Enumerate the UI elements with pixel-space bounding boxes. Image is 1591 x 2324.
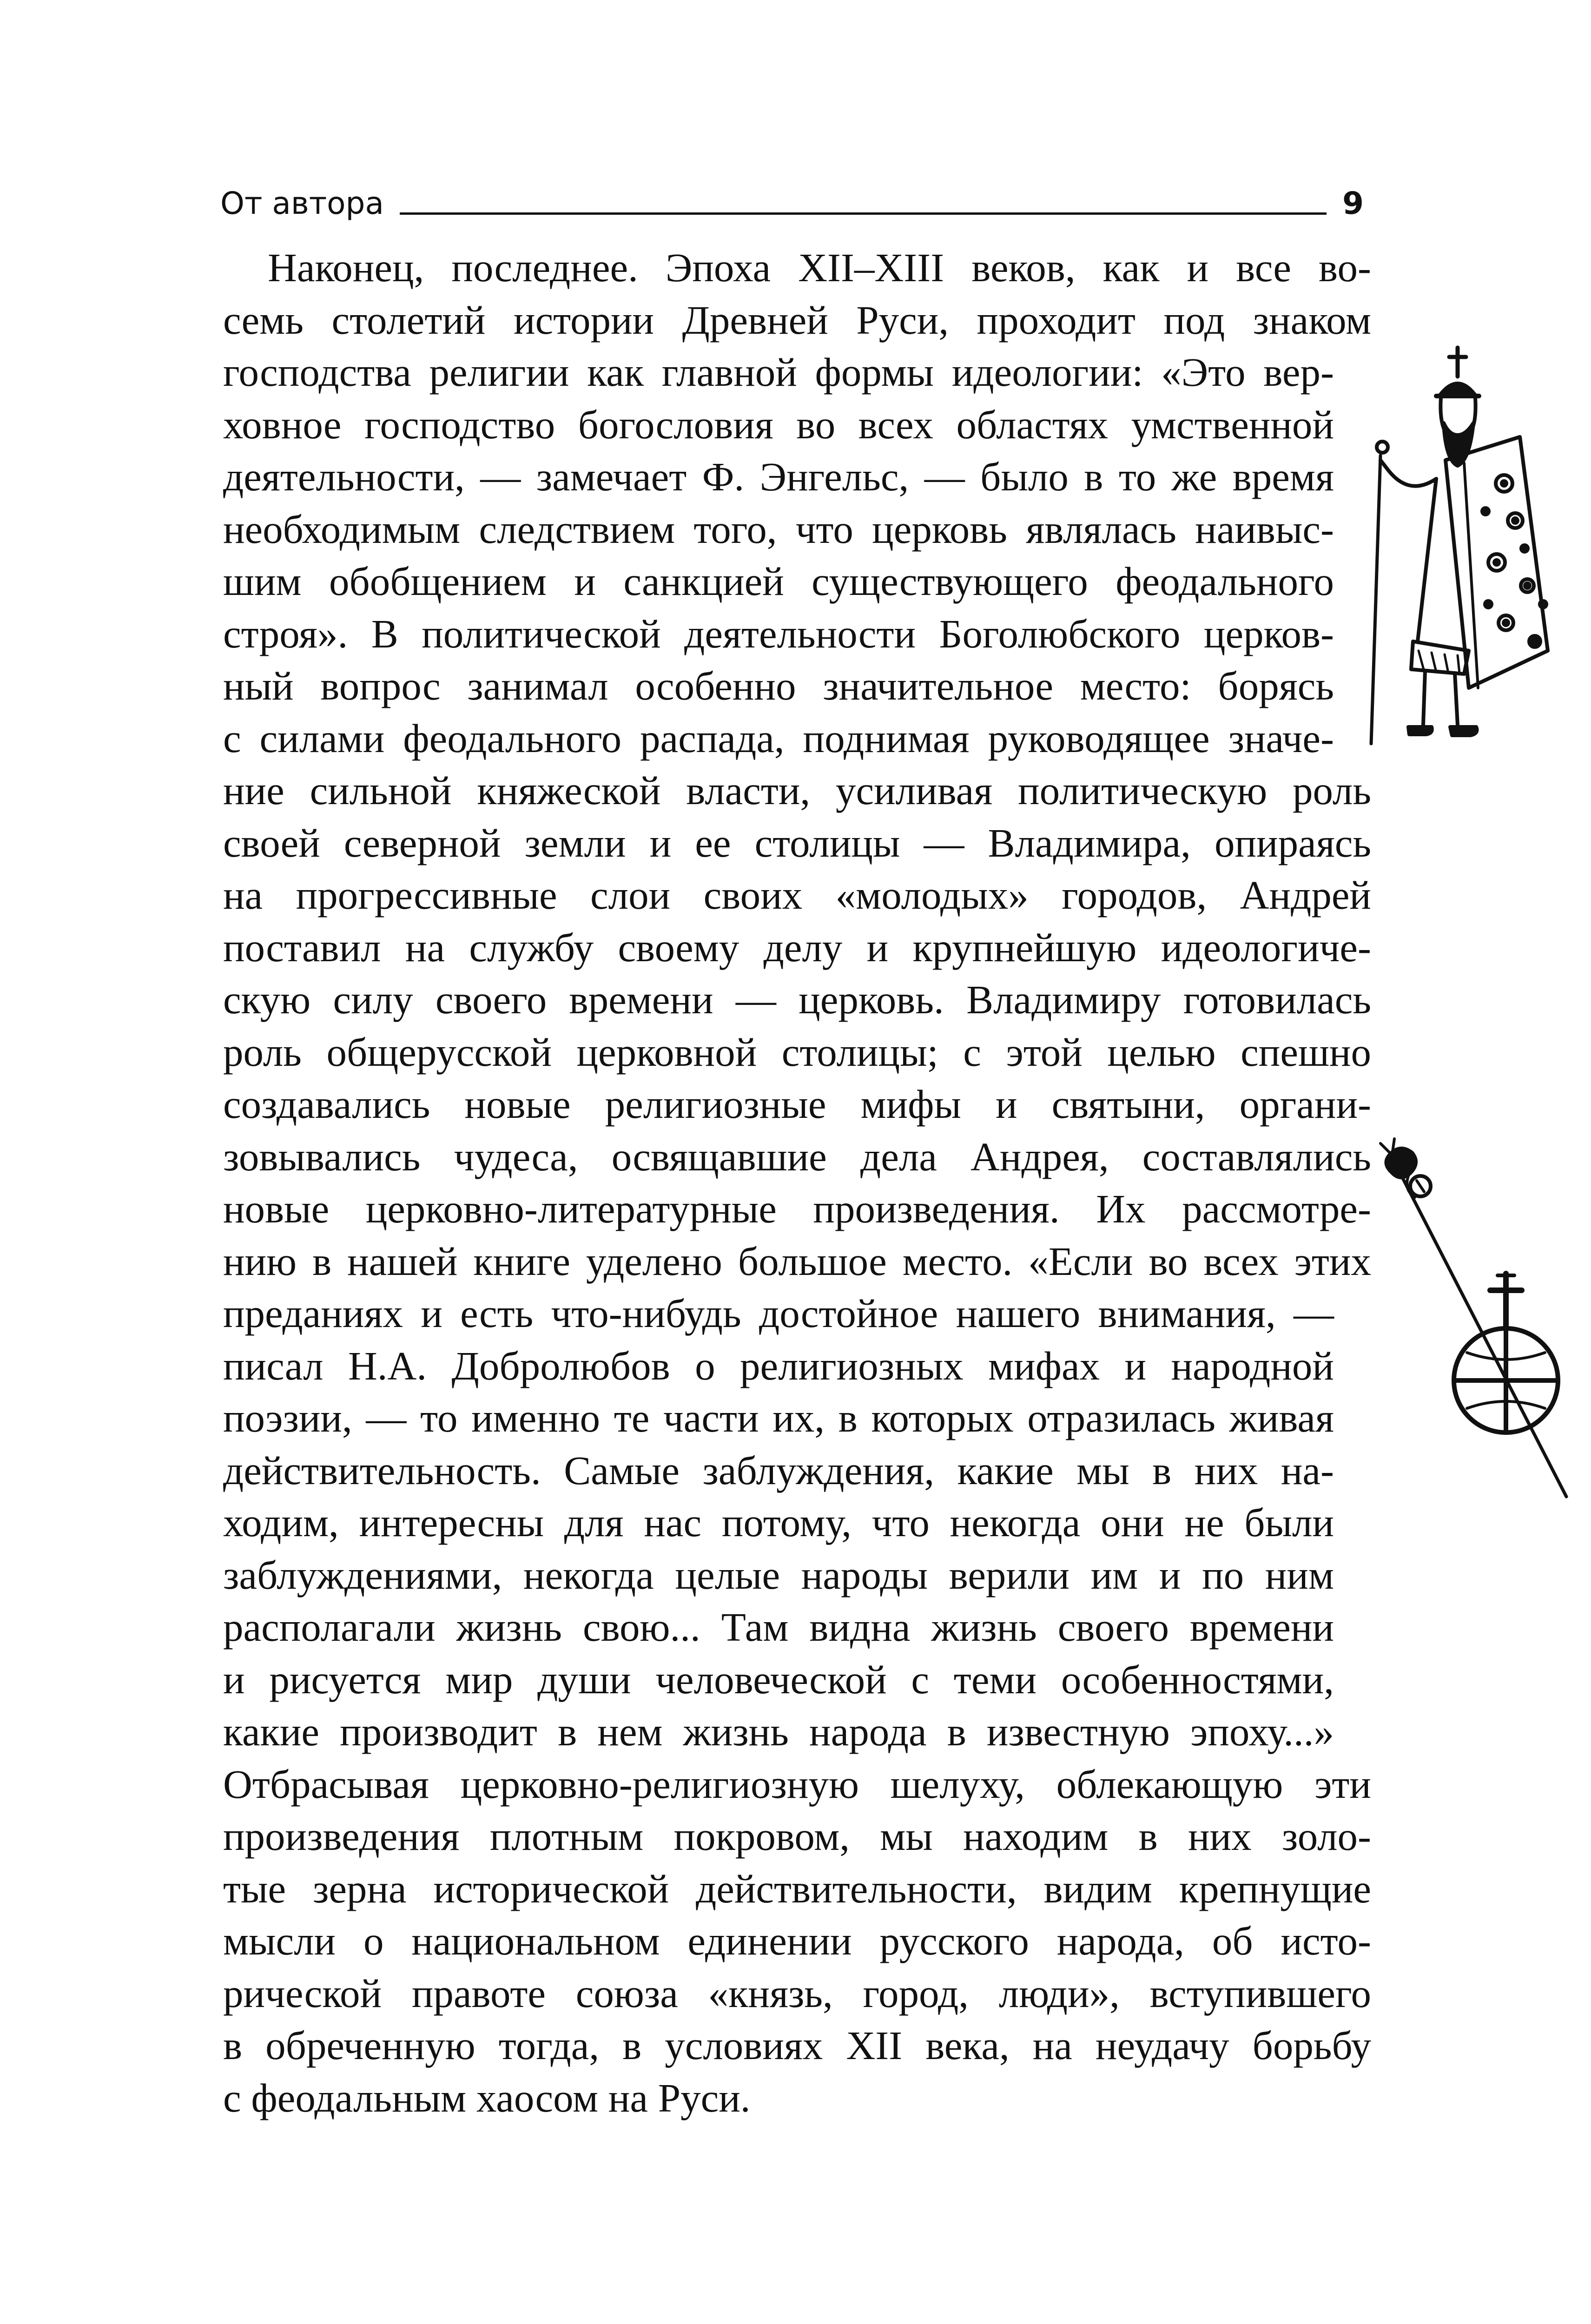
text-line: ходим, интересны для нас потому, что некогда они не были (223, 1500, 1334, 1545)
text-line: семь столетий истории Древней Руси, проходит под знаком (223, 297, 1371, 343)
text-line: ховное господство богословия во всех областях умственной (223, 402, 1334, 447)
text-line: Наконец, последнее. Эпоха XII–XIII веков, как и все во- (268, 245, 1371, 290)
text-line: поэзии, — то именно те части их, в которых отразилась живая (223, 1395, 1334, 1440)
running-head (220, 168, 1364, 224)
text-line: произведения плотным покровом, мы находим в них золо- (223, 1814, 1371, 1859)
text-line: роль общерусской церковной столицы; с этой целью спешно (223, 1029, 1371, 1075)
text-line: и рисуется мир души человеческой с теми особенностями, (223, 1657, 1334, 1702)
text-line: в обреченную тогда, в условиях XII века, на неудачу борьбу (223, 2023, 1371, 2068)
chapter-title: От автора (220, 185, 384, 221)
text-line: заблуждениями, некогда целые народы верили им и по ним (223, 1552, 1334, 1598)
text-line: с силами феодального распада, поднимая руководящее значе- (223, 715, 1334, 761)
text-line: рической правоте союза «князь, город, люди», вступившего (223, 1970, 1371, 2016)
text-line: писал Н.А. Добролюбов о религиозных мифах и народной (223, 1343, 1334, 1388)
text-line: зовывались чудеса, освящавшие дела Андрея, составлялись (223, 1134, 1371, 1179)
text-line: нию в нашей книге уделено большое место. «Если во всех этих (223, 1238, 1371, 1284)
text-line: располагали жизнь свою... Там видна жизнь своего времени (223, 1604, 1334, 1650)
text-line: господства религии как главной формы идеологии: «Это вер- (223, 350, 1334, 395)
text-line: поставил на службу своему делу и крупнейшую идеологиче- (223, 924, 1371, 970)
text-line: тые зерна исторической действительности, видим крепнущие (223, 1866, 1371, 1911)
text-line: строя». В политической деятельности Боголюбского церков- (223, 611, 1334, 656)
text-line: скую силу своего времени — церковь. Владимиру готовилась (223, 977, 1371, 1022)
text-line: Отбрасывая церковно-религиозную шелуху, облекающую эти (223, 1761, 1371, 1807)
text-line: ние сильной княжеской власти, усиливая политическую роль (223, 768, 1371, 813)
text-line: действительность. Самые заблуждения, какие мы в них на- (223, 1447, 1334, 1493)
text-line: новые церковно-литературные произведения. Их рассмотре- (223, 1186, 1371, 1231)
prince-figure-icon (1367, 344, 1562, 753)
orb-and-sceptre-icon (1376, 1134, 1576, 1506)
text-line: на прогрессивные слои своих «молодых» городов, Андрей (223, 872, 1371, 918)
text-line: с феодальным хаосом на Руси. (223, 2075, 751, 2120)
text-line: преданиях и есть что-нибудь достойное нашего внимания, — (223, 1291, 1334, 1336)
text-line: шим обобщением и санкцией существующего феодального (223, 559, 1334, 604)
body-paragraph (223, 242, 1371, 2124)
text-line: деятельности, — замечает Ф. Энгельс, — было в то же время (223, 454, 1334, 499)
text-line: какие производит в нем жизнь народа в известную эпоху...» (223, 1709, 1334, 1754)
text-line: создавались новые религиозные мифы и святыни, органи- (223, 1082, 1371, 1127)
text-line: мысли о национальном единении русского народа, об исто- (223, 1918, 1371, 1963)
text-line: своей северной земли и ее столицы — Владимира, опираясь (223, 820, 1371, 865)
text-line: необходимым следствием того, что церковь являлась наивыс- (223, 506, 1334, 552)
text-line: ный вопрос занимал особенно значительное место: борясь (223, 663, 1334, 708)
page-number: 9 (1342, 185, 1364, 221)
header-rule (400, 212, 1327, 215)
